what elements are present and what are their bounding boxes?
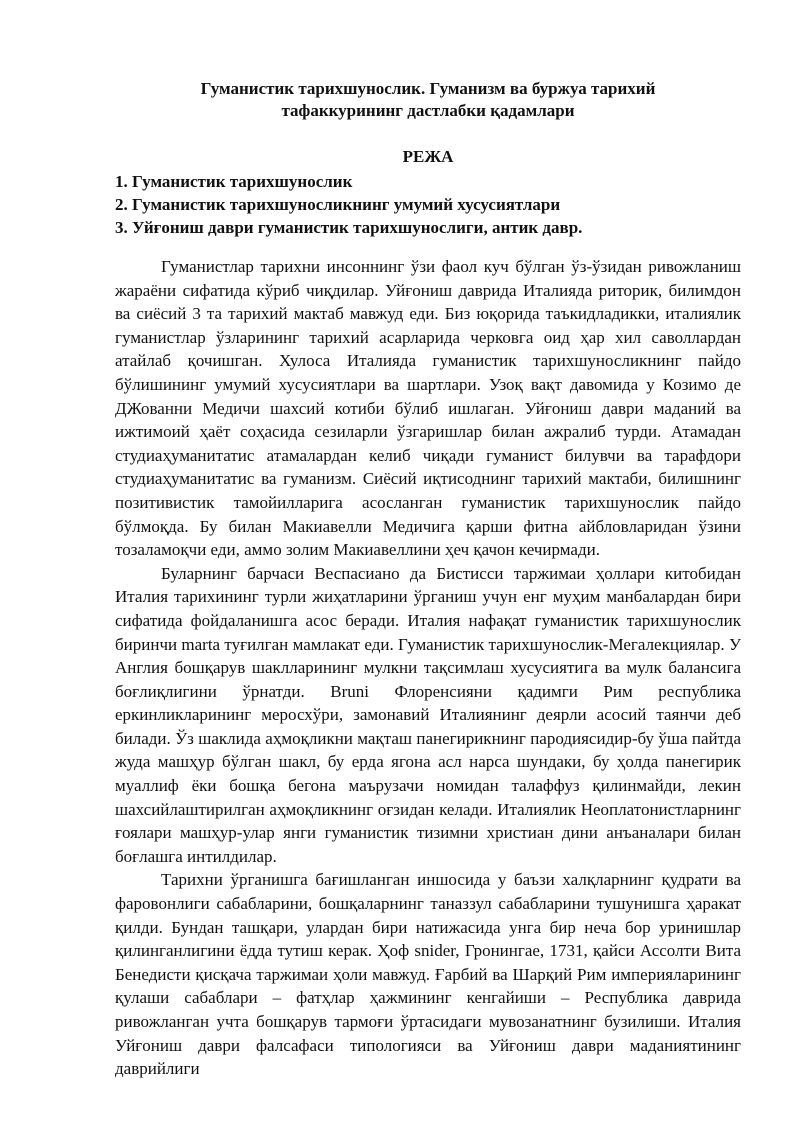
plan-item: 2. Гуманистик тарихшуносликнинг умумий хусусиятлари bbox=[115, 195, 561, 214]
body-paragraph: Тарихни ўрганишга бағишланган иншосида у баъзи халқларнинг қудрати ва фаровонлиги сабабларини, бошқаларнинг таназзул сабабларини тушунишга ҳаракат қилди. Бундан ташқари, улардан бири натижасида унга бир неча бор уринишлар қилинганлигини ёдда тутиш керак. Ҳоф snider, Гронингае, 1731, қайси Ассолти Вита Бенедисти қисқача таржимаи ҳоли мавжуд. Ғарбий ва Шарқий Рим империяларининг қулаши сабаблари – фатҳлар ҳажмининг кенгайиши – Республика даврида ривожланган учта бошқарув тармоғи ўртасидаги мувозанатнинг бузилиши. Италия Уйғониш даври фалсафаси типологияси ва Уйғониш даври маданиятининг даврийлиги bbox=[115, 870, 741, 1079]
title-line-2: тафаккурининг дастлабки қадамлари bbox=[281, 101, 575, 120]
body-text bbox=[115, 255, 741, 1081]
document-page bbox=[115, 0, 741, 1081]
plan-item: 1. Гуманистик тарихшунослик bbox=[115, 172, 353, 191]
plan-item: 3. Уйғониш даври гуманистик тарихшунослиги, антик давр. bbox=[115, 218, 583, 237]
document-title bbox=[115, 78, 741, 122]
body-paragraph: Буларнинг барчаси Веспасиано да Бистисси таржимаи ҳоллари китобидан Италия тарихининг турли жиҳатларини ўрганиш учун енг муҳим манбалардан бири сифатида фойдаланишга асос беради. Италия нафақат гуманистик тарихшунослик биринчи marta туғилган мамлакат еди. Гуманистик тарихшунослик-Мегалекциялар. У Англия бошқарув шаклларининг мулкни тақсимлаш хусусиятига ва мулк балансига боғлиқлигини ўрнатди. Bruni Флоренсияни қадимги Рим республика еркинликларининг меросхўри, замонавий Италиянинг деярли асосий таянчи деб билади. Ўз шаклида аҳмоқликни мақташ панегирикнинг пародиясидир-бу ўша пайтда жуда машҳур бўлган шакл, бу ерда ягона асл нарса шундаки, бу ҳолда панегирик муаллиф ёки бошқа бегона маърузачи номидан талаффуз қилинмайди, лекин шахсийлаштирилган аҳмоқликнинг оғзидан келади. Италиялик Неоплатонистларнинг ғоялари машҳур-улар янги гуманистик тизимни христиан дини анъаналари билан боғлашга интилдилар. bbox=[115, 563, 741, 866]
plan-heading: РЕЖА bbox=[402, 147, 454, 166]
plan-list bbox=[115, 170, 741, 239]
body-paragraph: Гуманистлар тарихни инсоннинг ўзи фаол куч бўлган ўз-ўзидан ривожланиш жараёни сифатида кўриб чиқдилар. Уйғониш даврида Италияда риторик, билимдон ва сиёсий 3 та тарихий мактаб мавжуд еди. Биз юқорида таъкидладикки, италиялик гуманистлар ўзларининг тарихий асарларида черковга оид ҳар хил саволлардан атайлаб қочишган. Хулоса Италияда гуманистик тарихшуносликнинг пайдо бўлишининг умумий хусусиятлари ва шартлари. Узоқ вақт давомида у Козимо де ДЖованни Медичи шахсий котиби бўлиб ишлаган. Уйғониш даври маданий ва ижтимоий ҳаёт соҳасида сезиларли ўзгаришлар билан ажралиб турди. Атамадан студиаҳуманитатис атамалардан келиб чиқади гуманист билувчи ва тарафдори студиаҳуманитатис ва гуманизм. Сиёсий иқтисоднинг тарихий мактаби, билишнинг позитивистик тамойилларига асосланган гуманистик тарихшунослик пайдо бўлмоқда. Бу билан Макиавелли Медичига қарши фитна айбловларидан ўзини тозаламоқчи еди, аммо золим Макиавеллини ҳеч қачон кечирмади. bbox=[115, 257, 741, 560]
title-line-1: Гуманистик тарихшунослик. Гуманизм ва буржуа тарихий bbox=[200, 79, 656, 98]
